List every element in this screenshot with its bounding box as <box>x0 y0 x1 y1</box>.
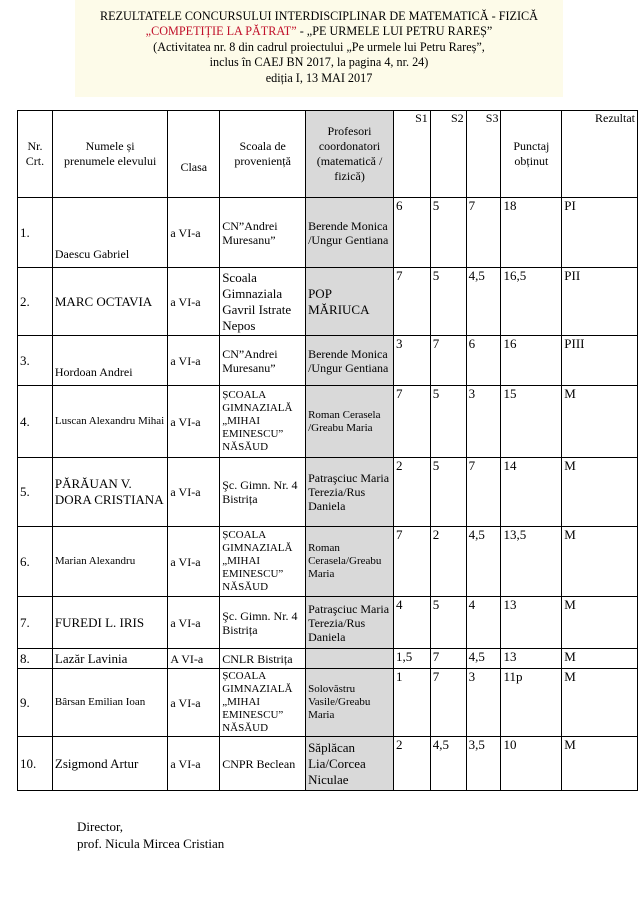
cell-s3: 4,5 <box>466 268 501 336</box>
col-header-name: Numele și prenumele elevului <box>52 111 168 198</box>
cell-prof <box>306 649 394 669</box>
cell-scoala: ȘCOALA GIMNAZIALĂ „MIHAI EMINESCU” NĂSĂUD <box>220 527 306 597</box>
col-header-clasa: Clasa <box>168 111 220 198</box>
document-header <box>75 0 563 97</box>
cell-scoala: ȘCOALA GIMNAZIALĂ „MIHAI EMINESCU” NĂSĂUD <box>220 386 306 458</box>
table-row <box>18 386 638 458</box>
cell-prof: Solovăstru Vasile/Greabu Maria <box>306 669 394 737</box>
cell-s2: 5 <box>430 268 466 336</box>
col-header-nr: Nr. Crt. <box>18 111 53 198</box>
cell-name: Daescu Gabriel <box>52 198 168 268</box>
cell-s1: 1 <box>393 669 430 737</box>
cell-punctaj: 13 <box>501 597 562 649</box>
cell-rezultat: M <box>562 458 638 527</box>
table-row <box>18 737 638 791</box>
col-header-scoala: Scoala de proveniență <box>220 111 306 198</box>
cell-s3: 4,5 <box>466 649 501 669</box>
table-row <box>18 669 638 737</box>
cell-scoala: Şc. Gimn. Nr. 4 Bistrița <box>220 597 306 649</box>
cell-punctaj: 18 <box>501 198 562 268</box>
col-header-s1: S1 <box>393 111 430 198</box>
cell-name: Hordoan Andrei <box>52 336 168 386</box>
cell-nr: 9. <box>18 669 53 737</box>
table-row <box>18 198 638 268</box>
cell-s1: 1,5 <box>393 649 430 669</box>
cell-scoala: CN”Andrei Muresanu” <box>220 198 306 268</box>
cell-prof: Patraşciuc Maria Terezia/Rus Daniela <box>306 597 394 649</box>
cell-punctaj: 11p <box>501 669 562 737</box>
header-activity: (Activitatea nr. 8 din cadrul proiectului „Pe urmele lui Petru Rareș”, <box>153 39 485 54</box>
table-row <box>18 336 638 386</box>
table-row <box>18 527 638 597</box>
cell-scoala: Şc. Gimn. Nr. 4 Bistrița <box>220 458 306 527</box>
cell-prof: Roman Cerasela /Greabu Maria <box>306 386 394 458</box>
cell-punctaj: 16 <box>501 336 562 386</box>
cell-clasa: a VI-a <box>168 669 220 737</box>
cell-s3: 6 <box>466 336 501 386</box>
cell-prof: Săplăcan Lia/Corcea Niculae <box>306 737 394 791</box>
cell-name: Bârsan Emilian Ioan <box>52 669 168 737</box>
cell-prof: Patraşciuc Maria Terezia/Rus Daniela <box>306 458 394 527</box>
cell-punctaj: 13,5 <box>501 527 562 597</box>
cell-nr: 8. <box>18 649 53 669</box>
cell-s2: 4,5 <box>430 737 466 791</box>
cell-s1: 2 <box>393 737 430 791</box>
cell-punctaj: 14 <box>501 458 562 527</box>
cell-punctaj: 15 <box>501 386 562 458</box>
cell-clasa: a VI-a <box>168 458 220 527</box>
cell-s3: 3 <box>466 386 501 458</box>
cell-clasa: a VI-a <box>168 386 220 458</box>
cell-clasa: a VI-a <box>168 198 220 268</box>
cell-s3: 3 <box>466 669 501 737</box>
cell-rezultat: M <box>562 386 638 458</box>
cell-punctaj: 13 <box>501 649 562 669</box>
cell-nr: 2. <box>18 268 53 336</box>
cell-clasa: a VI-a <box>168 336 220 386</box>
cell-rezultat: M <box>562 527 638 597</box>
cell-s2: 7 <box>430 336 466 386</box>
cell-clasa: A VI-a <box>168 649 220 669</box>
table-row <box>18 268 638 336</box>
cell-name: Lazăr Lavinia <box>52 649 168 669</box>
cell-s1: 7 <box>393 527 430 597</box>
cell-s3: 3,5 <box>466 737 501 791</box>
cell-s3: 4 <box>466 597 501 649</box>
cell-prof: Roman Cerasela/Greabu Maria <box>306 527 394 597</box>
cell-rezultat: M <box>562 737 638 791</box>
header-edition: ediția I, 13 MAI 2017 <box>265 70 373 85</box>
cell-punctaj: 10 <box>501 737 562 791</box>
cell-nr: 5. <box>18 458 53 527</box>
cell-clasa: a VI-a <box>168 268 220 336</box>
director-title: Director, <box>77 819 124 834</box>
table-row <box>18 458 638 527</box>
cell-scoala: ȘCOALA GIMNAZIALĂ „MIHAI EMINESCU” NĂSĂUD <box>220 669 306 737</box>
cell-nr: 4. <box>18 386 53 458</box>
cell-clasa: a VI-a <box>168 597 220 649</box>
cell-rezultat: PII <box>562 268 638 336</box>
cell-name: FUREDI L. IRIS <box>52 597 168 649</box>
cell-s1: 4 <box>393 597 430 649</box>
cell-s2: 5 <box>430 198 466 268</box>
cell-scoala: CNLR Bistrița <box>220 649 306 669</box>
cell-s2: 7 <box>430 649 466 669</box>
project-name: - „PE URMELE LUI PETRU RAREȘ” <box>296 24 493 39</box>
cell-s1: 6 <box>393 198 430 268</box>
signature-block <box>77 818 224 852</box>
cell-s2: 2 <box>430 527 466 597</box>
cell-s2: 5 <box>430 597 466 649</box>
cell-name: Marian Alexandru <box>52 527 168 597</box>
cell-scoala: Scoala Gimnaziala Gavril Istrate Nepos <box>220 268 306 336</box>
col-header-punctaj: Punctaj obținut <box>501 111 562 198</box>
table-row <box>18 597 638 649</box>
cell-scoala: CN”Andrei Muresanu” <box>220 336 306 386</box>
cell-name: Luscan Alexandru Mihai <box>52 386 168 458</box>
cell-s3: 7 <box>466 198 501 268</box>
cell-nr: 10. <box>18 737 53 791</box>
cell-name: MARC OCTAVIA <box>52 268 168 336</box>
cell-rezultat: M <box>562 649 638 669</box>
cell-s2: 7 <box>430 669 466 737</box>
cell-s3: 4,5 <box>466 527 501 597</box>
cell-punctaj: 16,5 <box>501 268 562 336</box>
cell-rezultat: M <box>562 669 638 737</box>
cell-scoala: CNPR Beclean <box>220 737 306 791</box>
cell-s2: 5 <box>430 458 466 527</box>
cell-s1: 3 <box>393 336 430 386</box>
cell-clasa: a VI-a <box>168 737 220 791</box>
cell-name: PĂRĂUAN V. DORA CRISTIANA <box>52 458 168 527</box>
cell-nr: 1. <box>18 198 53 268</box>
cell-rezultat: PIII <box>562 336 638 386</box>
cell-nr: 3. <box>18 336 53 386</box>
competition-name: „COMPETIȚIE LA PĂTRAT” <box>145 24 297 39</box>
cell-s3: 7 <box>466 458 501 527</box>
col-header-s3: S3 <box>466 111 501 198</box>
cell-rezultat: PI <box>562 198 638 268</box>
cell-prof: Berende Monica /Ungur Gentiana <box>306 198 394 268</box>
col-header-s2: S2 <box>430 111 466 198</box>
cell-nr: 6. <box>18 527 53 597</box>
cell-nr: 7. <box>18 597 53 649</box>
col-header-rezultat: Rezultat <box>562 111 638 198</box>
header-row <box>18 111 638 198</box>
header-subtitle <box>75 24 563 39</box>
cell-clasa: a VI-a <box>168 527 220 597</box>
table-row <box>18 649 638 669</box>
cell-s2: 5 <box>430 386 466 458</box>
director-name: prof. Nicula Mircea Cristian <box>77 836 225 851</box>
cell-name: Zsigmond Artur <box>52 737 168 791</box>
cell-s1: 7 <box>393 268 430 336</box>
cell-s1: 2 <box>393 458 430 527</box>
header-caej: inclus în CAEJ BN 2017, la pagina 4, nr. 24) <box>209 55 429 70</box>
cell-prof: Berende Monica /Ungur Gentiana <box>306 336 394 386</box>
header-title: REZULTATELE CONCURSULUI INTERDISCIPLINAR DE MATEMATICĂ - FIZICĂ <box>100 9 538 23</box>
cell-prof: POP MĂRIUCA <box>306 268 394 336</box>
cell-s1: 7 <box>393 386 430 458</box>
results-table <box>17 110 638 791</box>
col-header-prof: Profesori coordonatori (matematică / fizică) <box>306 111 394 198</box>
cell-rezultat: M <box>562 597 638 649</box>
